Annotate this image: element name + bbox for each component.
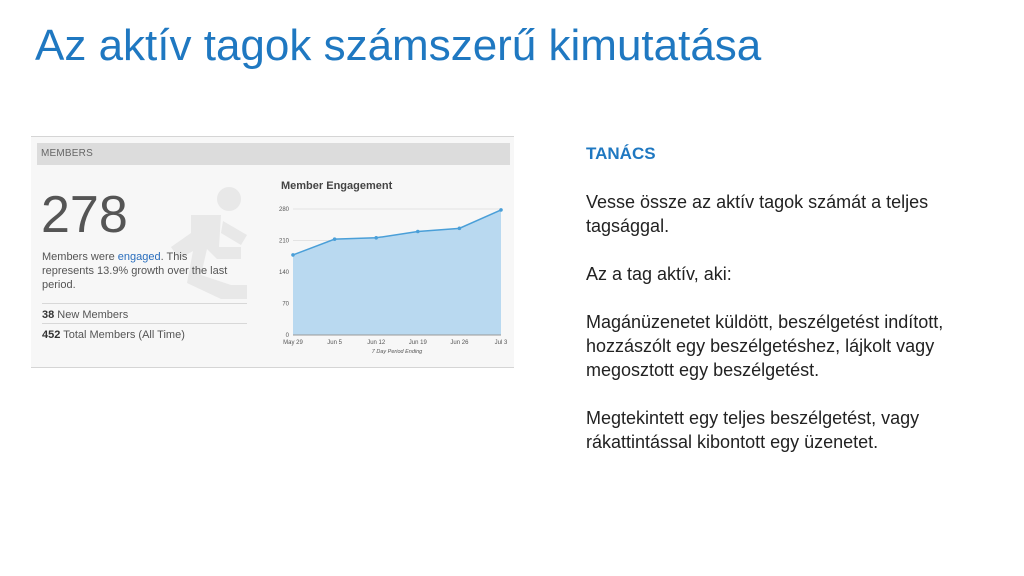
tip-paragraph-3: Magánüzenetet küldött, beszélgetést indított, hozzászólt egy beszélgetéshez, lájkolt vagy megosztott egy beszélgetést. bbox=[586, 312, 944, 380]
y-tick-label: 280 bbox=[278, 207, 289, 213]
y-tick-label: 70 bbox=[282, 301, 289, 308]
data-point bbox=[416, 230, 420, 234]
new-members-label: New Members bbox=[54, 309, 129, 321]
widget-header: MEMBERS bbox=[37, 143, 510, 165]
new-members-stat bbox=[42, 303, 247, 322]
data-point bbox=[458, 227, 462, 231]
chart-title: Member Engagement bbox=[281, 180, 393, 192]
total-members-value: 452 bbox=[42, 329, 61, 341]
member-engagement-chart bbox=[271, 199, 511, 359]
slide-title: Az aktív tagok számszerű kimutatása bbox=[35, 21, 762, 70]
x-tick-label: Jun 19 bbox=[408, 340, 427, 346]
x-tick-label: May 29 bbox=[283, 340, 303, 346]
x-tick-label: Jun 5 bbox=[327, 340, 342, 346]
tip-heading: TANÁCS bbox=[586, 144, 656, 163]
y-tick-label: 140 bbox=[278, 270, 289, 276]
total-members-stat bbox=[42, 323, 247, 342]
data-point bbox=[374, 236, 378, 240]
new-members-value: 38 bbox=[42, 309, 55, 321]
engaged-link[interactable]: engaged bbox=[117, 251, 161, 263]
tip-paragraph-1: Vesse össze az aktív tagok számát a teljes tagsággal. bbox=[586, 192, 929, 236]
x-axis-label: 7 Day Period Ending bbox=[371, 349, 423, 355]
data-point bbox=[333, 237, 337, 241]
engaged-prefix: Members were bbox=[42, 251, 118, 263]
members-widget bbox=[31, 136, 514, 368]
data-point bbox=[291, 253, 295, 257]
data-point bbox=[499, 208, 503, 212]
x-tick-label: Jul 3 bbox=[494, 340, 508, 346]
tip-paragraph-4: Megtekintett egy teljes beszélgetést, vagy rákattintással kibontott egy üzenetet. bbox=[586, 408, 920, 452]
y-tick-label: 210 bbox=[278, 238, 289, 245]
engaged-description bbox=[42, 250, 242, 292]
series-area bbox=[293, 210, 501, 335]
engaged-suffix: . This represents 13.9% growth over the last period. bbox=[42, 251, 228, 291]
x-tick-label: Jun 12 bbox=[367, 340, 386, 346]
total-members-label: Total Members (All Time) bbox=[60, 329, 185, 341]
y-tick-label: 0 bbox=[285, 333, 289, 339]
active-member-count: 278 bbox=[41, 186, 128, 244]
tip-panel bbox=[586, 142, 966, 478]
x-tick-label: Jun 26 bbox=[450, 340, 469, 346]
tip-paragraph-2: Az a tag aktív, aki: bbox=[586, 264, 732, 284]
